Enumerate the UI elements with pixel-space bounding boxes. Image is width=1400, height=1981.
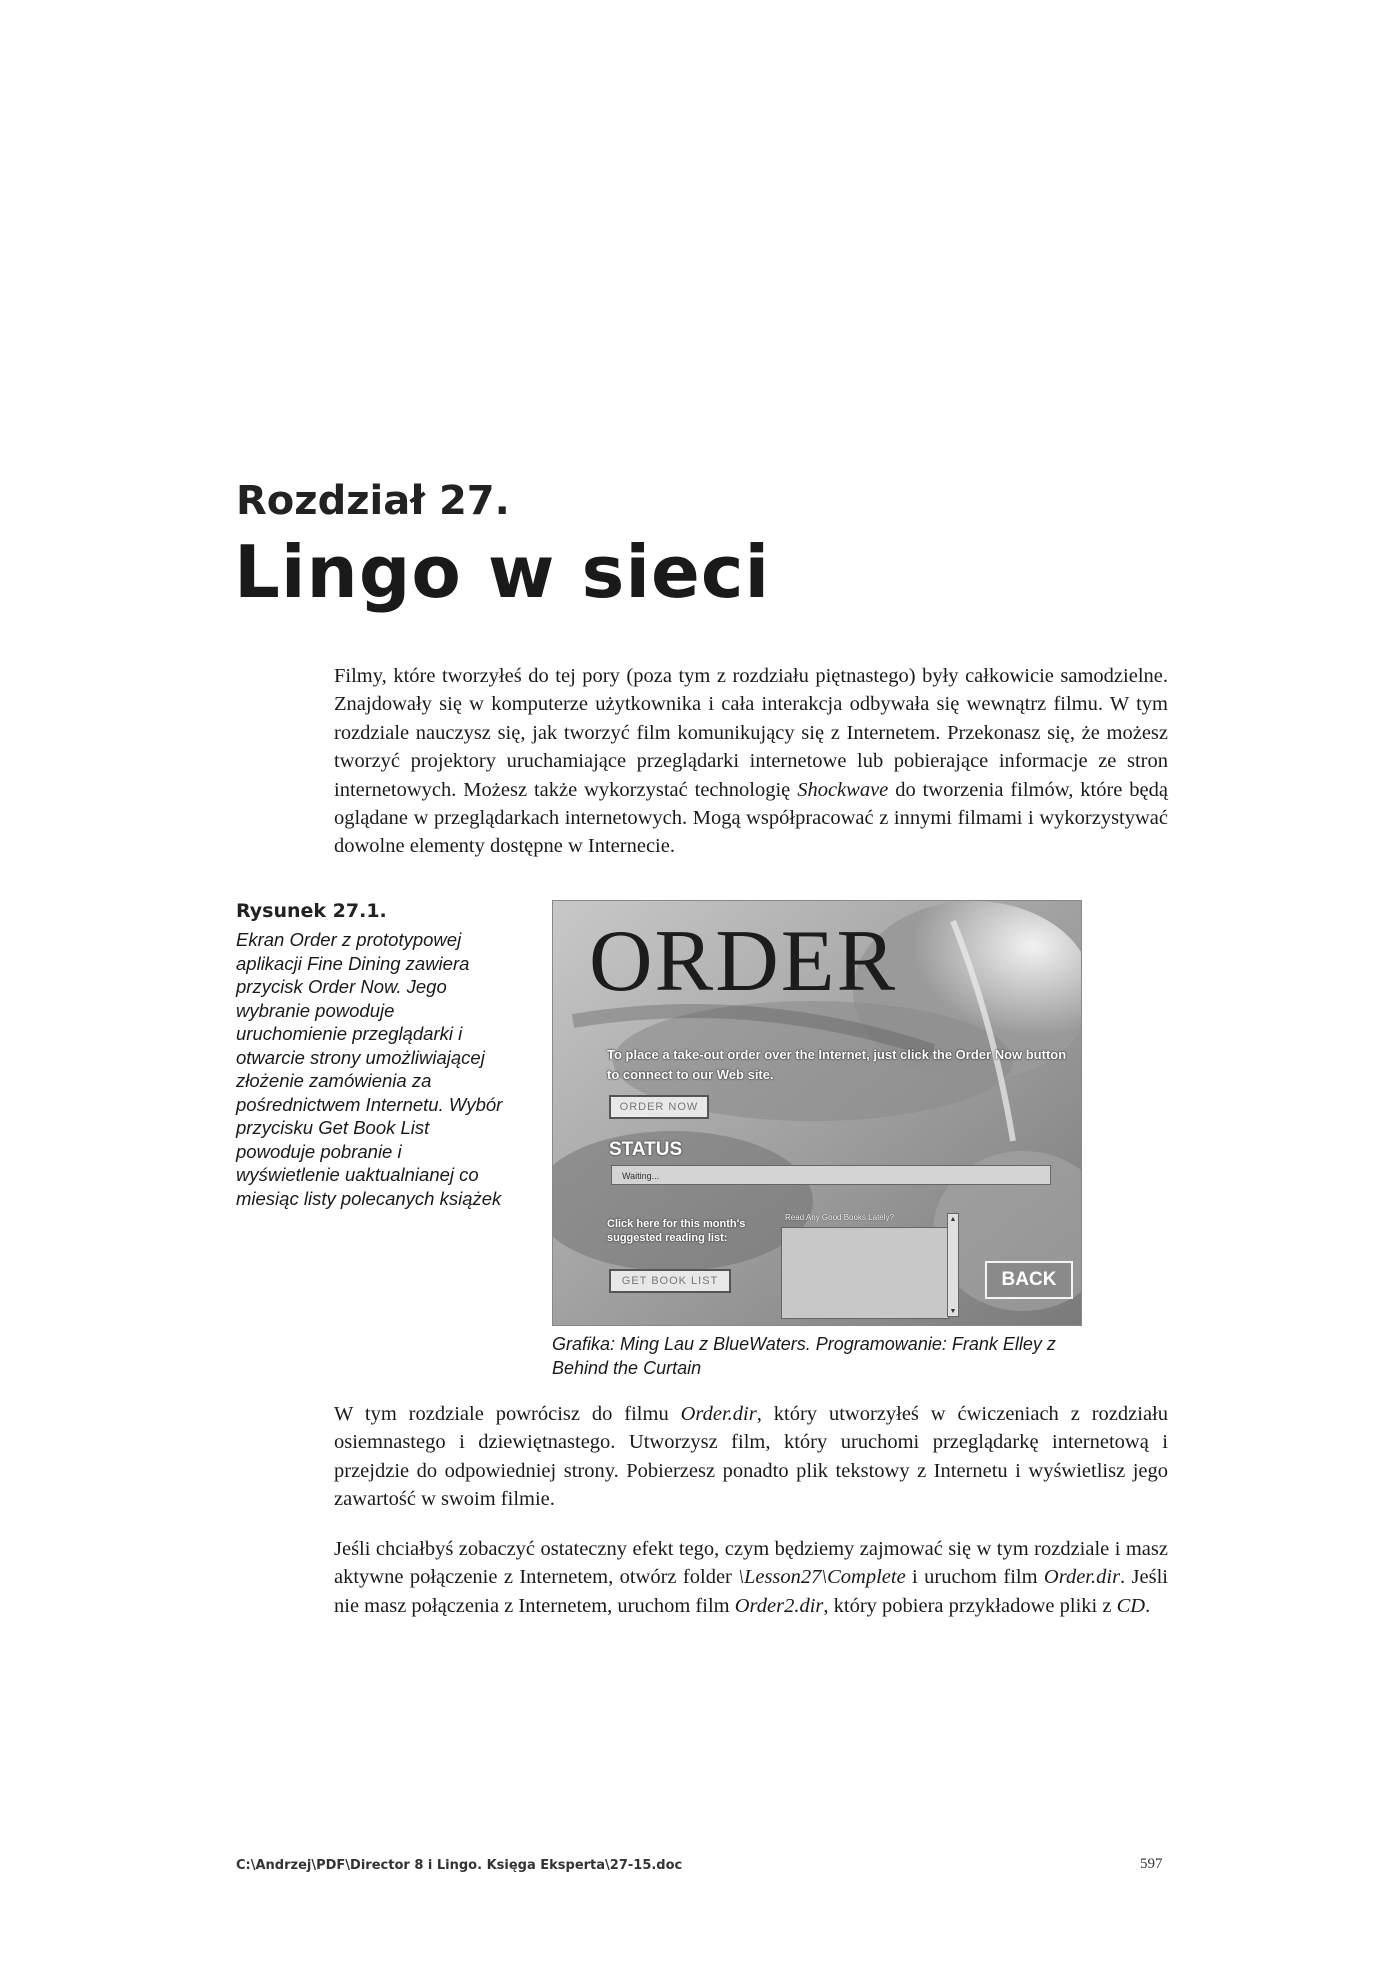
order-now-button[interactable]: ORDER NOW [609,1095,709,1119]
figure-label: Rysunek 27.1. [236,900,387,922]
status-field: Waiting... [611,1165,1051,1185]
text-run: , który pobiera przykładowe pliki z [823,1594,1117,1617]
text-run: Order.dir [680,1403,757,1425]
chapter-label: Rozdział 27. [236,478,510,524]
scroll-down-arrow-icon[interactable]: ▼ [949,1307,957,1315]
text-run: Order2.dir [734,1594,824,1617]
figure-caption: Ekran Order z prototypowej aplikacji Fine Dining zawiera przycisk Order Now. Jego wybranie powoduje uruchomienie przeglądarki i otwarcie strony umożliwiającej złożenie zamówienia za pośrednictwem Internetu. Wybór przycisku Get Book List powoduje pobranie i wyświetlenie uaktualnianej co miesiąc listy polecanych książek [236,929,503,1209]
books-scrollbar[interactable] [947,1213,959,1317]
text-run: \Lesson27\Complete [738,1566,906,1589]
text-run: Order.dir [1043,1566,1121,1589]
intro-paragraph [334,662,1168,861]
text-run: Filmy, które tworzyłeś do tej pory (poza tym z rozdziału piętnastego) były całkowicie samodzielne. Znajdowały się w komputerze użytkownika i cała interakcja odbywała się wewnątrz filmu. W tym rozdziale nauczysz się, jak tworzyć film komunikujący się z Internetem. Przekonasz się, że możesz tworzyć projektory uruchamiające przeglądarki internetowe lub pobierające informacje ze stron internetowych. Możesz także wykorzystać technologię [334,665,1168,801]
screen-order-heading: ORDER [589,913,898,1010]
page-number: 597 [1140,1856,1163,1872]
text-run: . [1145,1594,1151,1617]
text-run: CD [1116,1594,1146,1617]
chapter-title: Lingo w sieci [234,530,771,614]
get-book-list-button[interactable]: GET BOOK LIST [609,1269,731,1293]
order-screen-image [552,900,1082,1326]
body-paragraph-2 [334,1400,1168,1514]
text-run: Shockwave [797,778,889,801]
text-run: , który utworzyłeś w ćwiczeniach z rozdziału osiemnastego i dziewiętnastego. Utworzysz film, który uruchomi przeglądarkę internetową i przejdzie do odpowiedniej strony. Pobierzesz ponadto plik tekstowy z Internetu i wyświetlisz jego zawartość w swoim filmie. [334,1403,1168,1511]
text-run: . Jeśli nie masz połączenia z Internetem, uruchom film [334,1566,1168,1617]
books-field-label: Read Any Good Books Lately? [785,1213,894,1222]
text-run: do tworzenia filmów, które będą oglądane w przeglądarkach internetowych. Mogą współpracować z innymi filmami i wykorzystywać dowolne elementy dostępne w Internecie. [334,778,1169,858]
reading-list-prompt: Click here for this month's suggested reading list: [607,1218,746,1244]
books-text-field[interactable] [781,1227,949,1319]
footer-file-path: C:\Andrzej\PDF\Director 8 i Lingo. Księga Eksperta\27-15.doc [236,1858,683,1873]
screen-intro-text: To place a take-out order over the Internet, just click the Order Now button to connect to our Web site. [607,1047,1067,1082]
back-button[interactable]: BACK [985,1261,1073,1299]
status-label: STATUS [609,1139,683,1160]
body-paragraph-3 [334,1535,1168,1620]
figure-credit: Grafika: Ming Lau z BlueWaters. Programowanie: Frank Elley z Behind the Curtain [552,1334,1056,1378]
text-run: i uruchom film [905,1566,1044,1589]
text-run: W tym rozdziale powrócisz do filmu [334,1403,681,1425]
text-run: Jeśli chciałbyś zobaczyć ostateczny efekt tego, czym będziemy zajmować się w tym rozdziale i masz aktywne połączenie z Internetem, otwórz folder [334,1538,1168,1589]
scroll-up-arrow-icon[interactable]: ▲ [949,1215,957,1223]
